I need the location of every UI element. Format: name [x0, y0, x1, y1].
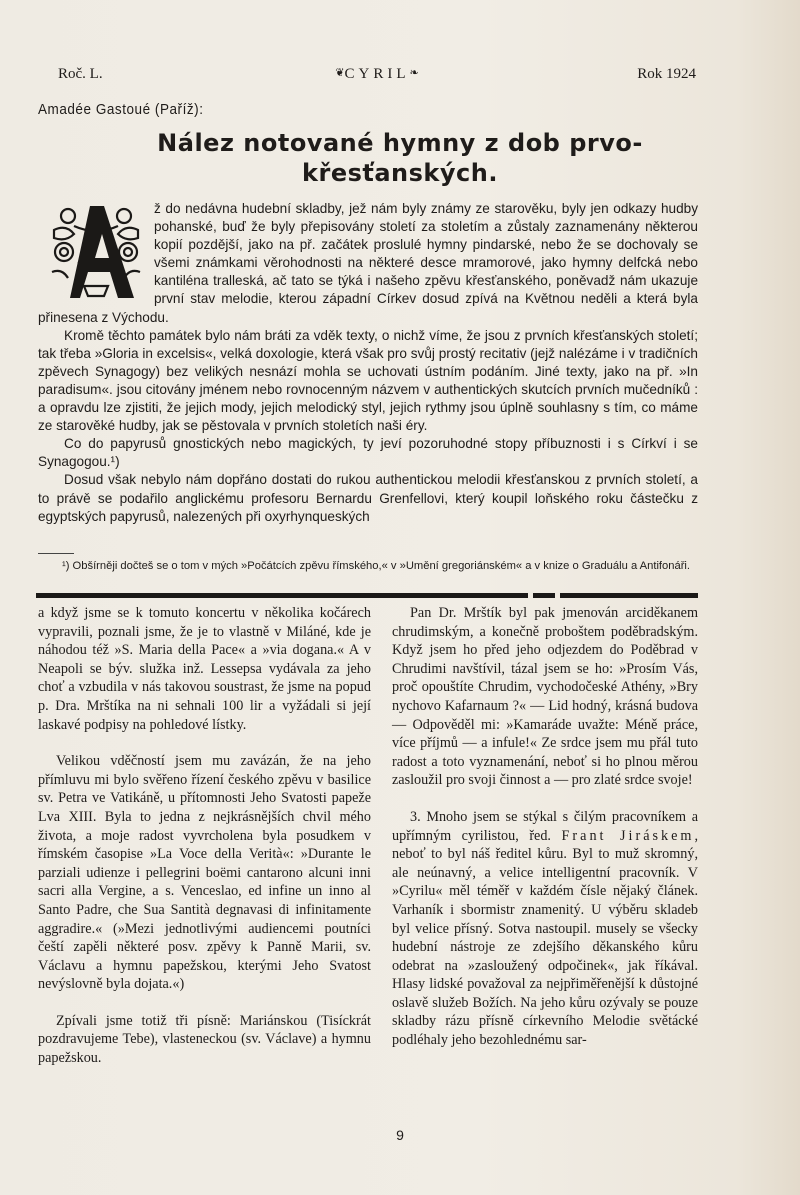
paragraph-prefix: 3. Mnoho jsem se stýkal s čilým pracovníkem a upřímným cyrilistou, řed.: [392, 808, 698, 844]
journal-name: CYRIL: [344, 66, 410, 82]
column-paragraph: Velikou vděčností jsem mu zavázán, že na jeho přímluvu mi bylo svěřeno řízení českého zpěvu v basilice sv. Petra ve Vatikáně, u přítomnosti Jeho Svatosti papeže Lva XIII. Byla to jedna z nejkrásnějších chvil mého života, a moje radost vyvrcholena byla posudkem v římském časopise »La Voce della Verità«: »Durante le parziali udienze i pellegrini boëmi cantarono alcuni inni sacri alla Vergine, a s. Venceslao, ed infine un inno al Santo Padre, che Sua Santità degnavasi di infinitamente aggradire.« (»Mezi jednotlivými audiencemi poutníci čeští zapěli některé posv. zpěvy k Panně Marii, sv. Václavu a hymnu papežskou, kterými Jeho Svatost nevýslovně byla dojata.«): [38, 753, 371, 993]
person-name: Frant Jiráskem: [561, 827, 695, 844]
column-paragraph: Pan Dr. Mrštík byl pak jmenován arciděkanem chrudimským, a konečně proboštem poděbradským. Když jsem ho před jeho odjezdem do Poděbrad v Chrudimi navštívil, tázal jsem se ho: »Prosím Vás, proč opouštíte Chrudim, vychodočeské Athény, »Bry nychovo Kafarnaum ?« — Lid hodný, krásná budova — Odpověděl mi: »Kamaráde uvažte: Méně práce, více příjmů — a infule!« Ze srdce jsem mu přál tuto radost a toto vyznamenání, neboť si ho plnou měrou zasloužil pro svoji činnost a — pro zlaté srdce svoje!: [392, 605, 698, 789]
title-line-1: Nález notované hymny z dob prvo-: [157, 129, 643, 157]
page-number: 9: [396, 1127, 404, 1143]
ornament-right-icon: ❧: [409, 67, 419, 79]
paragraph-rest: , neboť to byl náš ředitel kůru. Byl to muž skromný, ale neúnavný, a velice intelligentní pracovník. V »Cyrilu« měl téměř v každém čísle nějaký článek. Varhaník i sbormistr znamenitý. U výběru skladeb byl velice přísný. Sotva nastoupil. musely se všecky hudební nástroje ze zdejšího děkanského kůru odebrat na »zasloužený odpočinek«, jak říkával. Hlasy lidské považoval za nejpřiměřenější k důstojné oslavě služeb Božích. Na jeho kůru ozývaly se pouze skladby rázu přísně církevního Melodie světácké podléhaly jeho bezohlednému sar-: [392, 827, 698, 1049]
footnote: [38, 558, 698, 574]
article-body: [38, 200, 698, 526]
volume-label: Roč. L.: [58, 66, 103, 82]
column-paragraph: a když jsme se k tomuto koncertu v několika kočárech vypravili, poznali jsme, že je to vlastně v Miláné, kde je náhodou též »S. Maria della Pace« a »via dogana.« A v Neapoli se býv. služka inž. Lessepsa vydávala za jeho choť a vzbudila v nás takovou soustrast, že jsme na popud p. Dra. Mrštíka na ni sehnali 100 lir a vyžádali si její laskavé podpisy na pohledové lístky.: [38, 605, 371, 733]
article-title: [60, 128, 740, 188]
ornament-left-icon: ❦: [335, 67, 345, 79]
column-paragraph: Zpívali jsme totiž tři písně: Mariánskou (Tisíckrát pozdravujeme Tebe), vlasteneckou (sv. Václave) a hymnu papežskou.: [38, 1012, 371, 1067]
left-column: [38, 604, 371, 1068]
ornamental-initial-icon: [44, 200, 148, 304]
section-divider: [36, 593, 698, 599]
year-label: Rok 1924: [637, 66, 696, 82]
title-line-2: křesťanských.: [302, 159, 498, 187]
footnote-text: ¹) Obšírněji dočteš se o tom v mých »Počátcích zpěvu římského,« v »Umění gregoriánském« a v knize o Graduálu a Antifonáři.: [62, 560, 691, 572]
article-paragraph: Co do papyrusů gnostických nebo magických, ty jeví pozoruhodné stopy příbuznosti i s Církví i se Synagogou.¹): [38, 436, 698, 470]
article-paragraph: Dosud však nebylo nám dopřáno dostati do rukou authentickou melodii křesťanskou z prvních století, a to právě se podařilo anglickému profesoru Bernardu Grenfellovi, který koupil loňského roku částečku z egyptských papyrusů, nalezených při oxyrhynqueských: [38, 472, 698, 524]
right-column: [392, 604, 698, 1050]
divider-bar: [36, 593, 528, 598]
column-paragraph: [392, 808, 698, 1050]
footnote-rule: [38, 553, 74, 554]
running-head: [58, 66, 696, 86]
article-paragraph: Kromě těchto památek bylo nám bráti za vděk texty, o nichž víme, že jsou z prvních křesťanských století; tak třeba »Gloria in excelsis«, velká doxologie, která však pro svůj prostý recitativ (jejž nalézáme i v tradičních zpěvech Synagogy) bez velikých nesnází mohla se uchovati ústním podáním. Jiné texty, jako na př. »In paradisum«. jsou citovány jménem nebo rovnocenným názvem v authentických skutcích prvních mučedníků : a opravdu lze zjistiti, že jejich mody, jejich melodický styl, jejich rythmy jsou úplně souhlasny s tím, co máme ze starověké hudby, jak se pěstovala v prvních stoletích naši éry.: [38, 327, 698, 434]
article-paragraph: ž do nedávna hudební skladby, jež nám byly známy ze starověku, byly jen odkazy hudby pohanské, buď že byly přepisovány století za stoletím a zůstaly zaznamenány některou kopií pozdější, jako na př. začátek proslulé hymny pindarské, nebo že se dochovaly se všemi známkami věrohodnosti na některé desce mramorové, jako hymny delfcká nebo kantiléna tralleská, ač tato se týká i našeho zpěvu křesťanského, poněvadž nám ukazuje první stav melodie, kterou západní Církev dosud zpívá na Květnou neděli a která byla přinesena z Východu.: [38, 201, 698, 325]
article-author: Amadée Gastoué (Paříž):: [38, 101, 204, 118]
journal-title: [58, 66, 696, 83]
divider-bar: [533, 593, 555, 598]
divider-bar: [560, 593, 698, 598]
